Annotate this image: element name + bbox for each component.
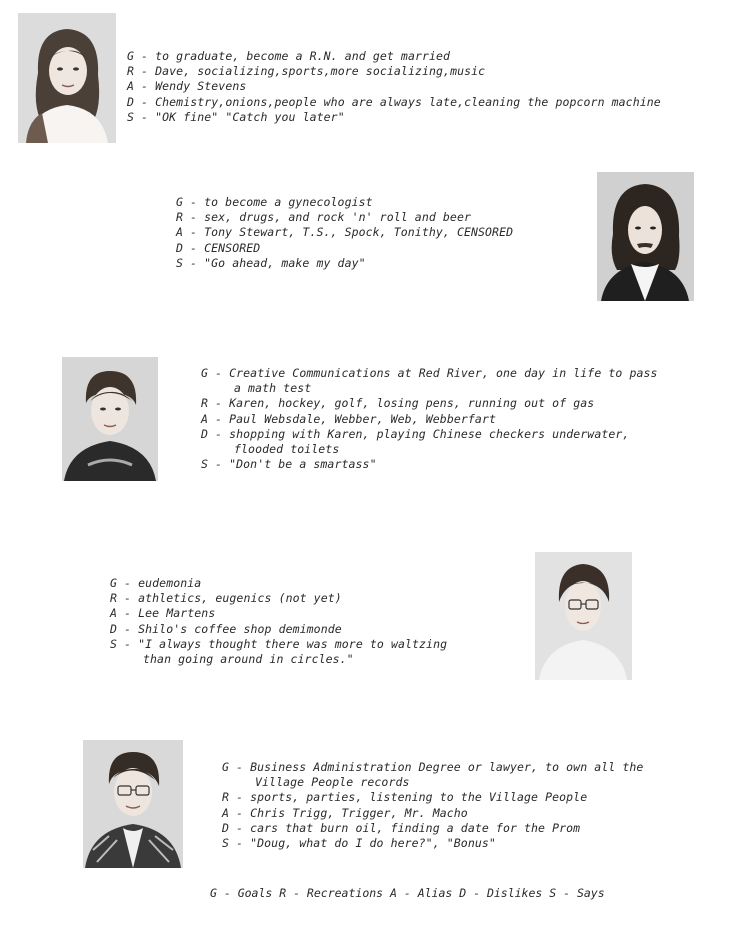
student-entry-3 bbox=[201, 366, 658, 472]
says-line-continued: than going around in circles." bbox=[143, 652, 354, 667]
alias-line: A - Chris Trigg, Trigger, Mr. Macho bbox=[222, 805, 468, 820]
says-line: S - "I always thought there was more to waltzing bbox=[110, 636, 448, 651]
student-photo-1 bbox=[18, 13, 116, 143]
says-line: S - "Go ahead, make my day" bbox=[176, 255, 366, 270]
says-line: S - "Doug, what do I do here?", "Bonus" bbox=[222, 836, 496, 851]
dislikes-line: D - Shilo's coffee shop demimonde bbox=[110, 621, 342, 636]
goals-line: G - eudemonia bbox=[110, 576, 202, 590]
says-line: S - "OK fine" "Catch you later" bbox=[127, 109, 345, 124]
legend: G - Goals R - Recreations A - Alias D - Dislikes S - Says bbox=[210, 886, 605, 900]
alias-line: A - Wendy Stevens bbox=[127, 79, 247, 94]
says-line: S - "Don't be a smartass" bbox=[201, 457, 377, 472]
recreations-line: R - Karen, hockey, golf, losing pens, running out of gas bbox=[201, 396, 595, 411]
dislikes-line: D - CENSORED bbox=[176, 240, 261, 255]
student-portrait-5 bbox=[83, 740, 183, 868]
student-photo-5 bbox=[83, 740, 183, 868]
goals-line-continued: Village People records bbox=[255, 775, 410, 790]
goals-line: G - to become a gynecologist bbox=[176, 195, 373, 209]
student-photo-3 bbox=[62, 357, 158, 481]
student-photo-2 bbox=[597, 172, 694, 301]
student-entry-1 bbox=[127, 49, 661, 125]
student-entry-4 bbox=[110, 576, 447, 667]
student-portrait-2 bbox=[597, 172, 694, 301]
dislikes-line-continued: flooded toilets bbox=[234, 442, 340, 457]
recreations-line: R - sex, drugs, and rock 'n' roll and beer bbox=[176, 210, 471, 225]
dislikes-line: D - shopping with Karen, playing Chinese checkers underwater, bbox=[201, 426, 630, 441]
student-portrait-1 bbox=[18, 13, 116, 143]
dislikes-line: D - cars that burn oil, finding a date for the Prom bbox=[222, 820, 581, 835]
dislikes-line: D - Chemistry,onions,people who are always late,cleaning the popcorn machine bbox=[127, 94, 661, 109]
student-portrait-3 bbox=[62, 357, 158, 481]
student-photo-4 bbox=[535, 552, 632, 680]
student-entry-5 bbox=[222, 760, 643, 851]
student-entry-2 bbox=[176, 195, 513, 271]
alias-line: A - Paul Websdale, Webber, Web, Webberfart bbox=[201, 411, 496, 426]
goals-line: G - Business Administration Degree or lawyer, to own all the bbox=[222, 760, 644, 774]
goals-line-continued: a math test bbox=[234, 381, 312, 396]
recreations-line: R - Dave, socializing,sports,more socializing,music bbox=[127, 64, 486, 79]
goals-line: G - to graduate, become a R.N. and get married bbox=[127, 49, 451, 63]
goals-line: G - Creative Communications at Red River, one day in life to pass bbox=[201, 366, 658, 380]
recreations-line: R - athletics, eugenics (not yet) bbox=[110, 591, 342, 606]
recreations-line: R - sports, parties, listening to the Village People bbox=[222, 790, 588, 805]
alias-line: A - Tony Stewart, T.S., Spock, Tonithy, CENSORED bbox=[176, 225, 514, 240]
alias-line: A - Lee Martens bbox=[110, 606, 216, 621]
student-portrait-4 bbox=[535, 552, 632, 680]
